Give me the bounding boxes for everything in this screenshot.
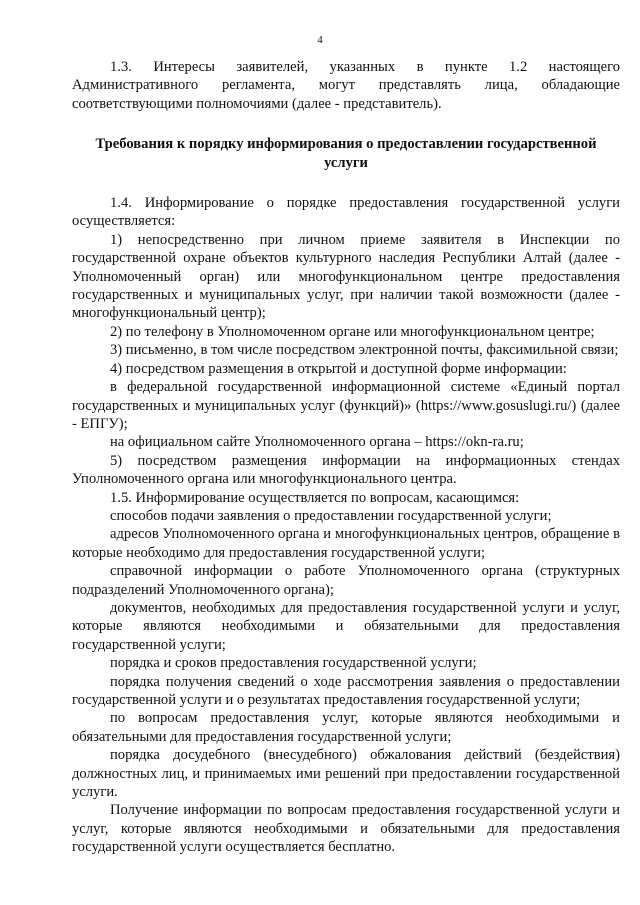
paragraph: на официальном сайте Уполномоченного органа – https://okn-ra.ru; [110,434,524,451]
paragraph: документов, необходимых для предоставления государственной услуги и услуг, которые являются необходимыми и обязательными для предоставления государственной услуги; [72,599,620,653]
paragraph: 2) по телефону в Уполномоченном органе или многофункциональном центре; [110,323,595,340]
paragraph: 1) непосредственно при личном приеме заявителя в Инспекции по государственной охране объектов культурного наследия Республики Алтай (далее - Уполномоченный орган) или многофункциональном центре предоставления государственных и муниципальных услуг, при наличии такой возможности (далее - многофункциональный центр); [72,231,620,322]
paragraph: 3) письменно, в том числе посредством электронной почты, факсимильной связи; [110,342,619,359]
paragraph-1-3: 1.3. Интересы заявителей, указанных в пункте 1.2 настоящего Административного регламента, могут представлять лица, обладающие соответствующими полномочиями (далее - представитель). [72,59,620,112]
paragraph: справочной информации о работе Уполномоченного органа (структурных подразделений Уполномоченного органа); [72,563,620,598]
paragraph: 5) посредством размещения информации на информационных стендах Уполномоченного органа или многофункционального центра. [72,452,620,488]
paragraph: 1.5. Информирование осуществляется по вопросам, касающимся: [110,489,520,506]
paragraph: порядка и сроков предоставления государственной услуги; [110,655,477,672]
paragraph: 4) посредством размещения в открытой и доступной форме информации: [110,360,567,377]
document-body [72,58,620,857]
paragraph: Получение информации по вопросам предоставления государственной услуги и услуг, которые являются необходимыми и обязательными для предоставления государственной услуги осуществляется бесплатно. [72,802,620,856]
paragraph: порядка получения сведений о ходе рассмотрения заявления о предоставлении государственной услуги и о результатах предоставления государственной услуги; [72,673,620,708]
section-heading: Требования к порядку информирования о предоставлении государственной услуги [95,136,597,171]
paragraph: порядка досудебного (внесудебного) обжалования действий (бездействия) должностных лиц, и принимаемых ими решений при предоставлении государственной услуги. [72,747,620,801]
page-number: 4 [317,34,323,46]
paragraph: в федеральной государственной информационной системе «Единый портал государственных и муниципальных услуг (функций)» (https://www.gosuslugi.ru/) (далее - ЕПГУ); [72,379,620,432]
paragraph: 1.4. Информирование о порядке предоставления государственной услуги осуществляется: [72,195,620,230]
paragraph: по вопросам предоставления услуг, которые являются необходимыми и обязательными для предоставления государственной услуги; [72,710,620,745]
paragraph: адресов Уполномоченного органа и многофункциональных центров, обращение в которые необходимо для предоставления государственной услуги; [72,526,620,561]
paragraph: способов подачи заявления о предоставлении государственной услуги; [110,507,552,524]
